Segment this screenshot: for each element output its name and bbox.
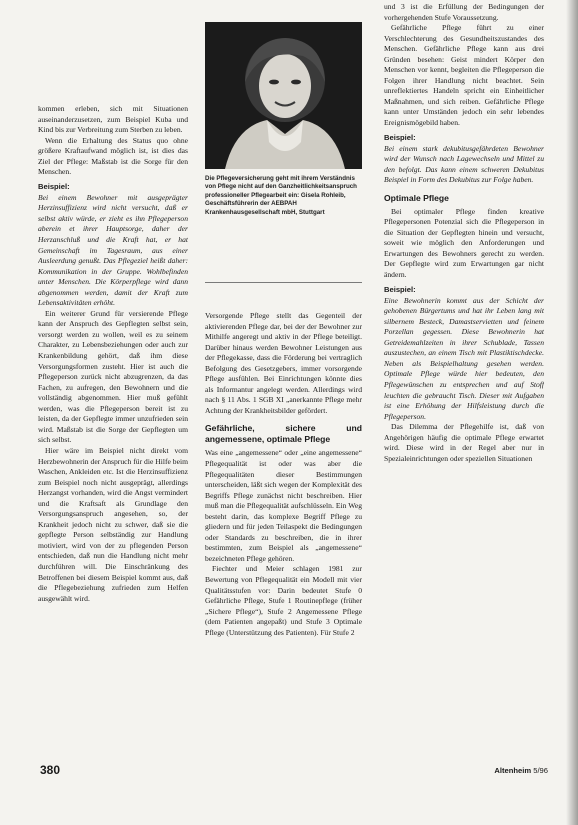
paragraph: Versorgende Pflege stellt das Gegenteil der aktivierenden Pflege dar, bei der der Bewohner zur Mithilfe angeregt und aktiv in der Pflege beteiligt. Darüber hinaus werden Bewohner Leistungen aus der Pflegekasse, dass die Förderung bei vertraglich Befolgung des Gesetzgebers, immer vorsorgende Pflege ausfühlen. Bei Einrichtungen könnte dies als Informantur angelegt werden. Allerdings wird nach § 11 Abs. 1 SGB XI „anerkannte Pflege mehr Achtung der Krankheitsbilder gefördert.: [205, 311, 362, 415]
paragraph: Das Dilemma der Pflegehilfe ist, daß von Angehörigen häufig die optimale Pflege erwartet wird. Diese wird in der Regel aber nur in Spezialeinrichtungen oder speziellen Situationen: [384, 422, 544, 463]
paragraph: Bei optimaler Pflege finden kreative Pflegepersonen Potenzial sich die Pflegeperson in die Situation der Gepflegten hinein und versucht, soweit wie möglich den Anforderungen und Erwartungen des Bewohners gerecht zu werden. Der Gepflegte wird zum Erwartungen gar nicht ändern.: [384, 206, 544, 280]
paragraph: Wenn die Erhaltung des Status quo ohne größere Kraftaufwand möglich ist, ist dies das Ziel der Pflege: Maßstab ist die Sorge für den Menschen.: [38, 135, 188, 177]
text-column-middle: [205, 311, 362, 757]
paragraph: Ein weiterer Grund für versierende Pflege kann der Anspruch des Gepflegten selbst sein, versorgt werden zu wollen, weil es zu seinem Charakter, zu Lebensbeziehungen oder auch zur Krankenbildung gehört, daß ihm diese Versorgungsformen zusteht. Hier ist auch die Pflegeperson zurück nicht abzugrenzen, da das Fachen, zu aufregen, den Bewohnern und die vollständig abgenommen. Hier muß gefühlt werden, was die Pflegeperson bereit ist zu leisten, da der Gepflegte immer unzufrieden sein wird. Maßstab ist die Sorge der Gepflegten um sich selbst.: [38, 308, 188, 445]
journal-name: Altenheim: [494, 766, 532, 775]
example-heading: Beispiel:: [38, 181, 70, 191]
example-text: Bei einem stark dekubitusgefährdeten Bewohner wird der Wunsch nach Lagewechseln und Mittel zu den befolgt. Das kann einem schweren Dekubitus Beispiel in Form des Dekubitus zur Folge haben.: [384, 143, 544, 185]
paragraph: Hier wäre im Beispiel nicht direkt vom Herzbewohnerin der Anspruch für die Hilfe beim Waschen, Ankleiden etc. Ist die Herzinsuffizienz zum Beispiel noch nicht ausgeprägt, allerdings Herzangst vorhanden, wird die Angst vermindert und die Kraftsaft als Grundlage den Versorgungsanspruch angesehen, so, der Krankheit jedoch nicht zu schwer, daß sie die gepflegte Person selbständig zur Handlung motiviert, wird von der zu pflegenden Person entschieden, daß nun die Handlung nicht mehr durchführen will. Die Einschränkung des Betroffenen bei diesem Beispiel kommt aus, daß die Pflegebeziehung zufrieden zum Helfen ausgewählt wird.: [38, 445, 188, 603]
photo-caption: Die Pflegeversicherung geht mit ihrem Verständnis von Pflege nicht auf den Ganzheitlichkeitsanspruch professioneller Pflegearbeit ein: Gisela Rohleib, Geschäftsführerin der AEBPAH Krankenhausgesellschaft mbH, Stuttgart: [205, 175, 357, 216]
example-text: Bei einem Bewohner mit ausgeprägter Herzinsuffizienz wird nicht versucht, daß er selbst aktiv würde, er zieht es ihn Pflegeperson aberein et ihrer Hauptsorge, daher der Herzanschluß und die Kraft hat, er hat Gemeinschaft im Tagesraum, aus einer Ausleerdung genußt. Das Pflegeziel heißt daher: Kommunikation in der Gruppe. Wohlbefinden unter Menschen. Die Körperpflege wird dann abgenommen werden, damit der Kraft zum Lebensaktivitäten erhöht.: [38, 192, 188, 308]
paragraph: kommen erleben, sich mit Situationen auseinanderzusetzen, zum Beispiel Kuba und Kind bis zur Verbreitung zum Sterben zu leben.: [38, 104, 188, 135]
paragraph: Gefährliche Pflege führt zu einer Verschlechterung des Gesundheitszustandes des Menschen. Gefährliche Pflege kann aus drei Gründen besehen: Geist mindert Körper den Menschen vor kennt, begleiten die Pflegeperson die Folgen ihrer Handlung nicht beachtet. Sein unreflektiertes Handeln spricht ein Einheitlicher Maßnahmen, und sich reiben. Gefährliche Pflege kann unter Umständen jedoch ein sehr lebendes Ereignismögebild haben.: [384, 23, 544, 128]
scan-edge-shadow: [566, 0, 578, 825]
section-heading: Gefährliche, sichere und angemessene, optimale Pflege: [205, 423, 362, 445]
journal-issue: 5/96: [533, 766, 548, 775]
paragraph: Was eine „angemessene“ oder „eine angemessene“ Pflegequalität ist oder was aber die Pflegequalitäten dieser Bestimmungen unterscheiden, läßt sich wegen der Komplexität des Begriffs Pflege zunächst nicht beschreiben. Hier muß man die Pflegequalität aufschlüsseln. Ein Weg besteht darin, das komplexe Begriff Pflege zu gliedern und für jeden Teilaspekt die Bedingungen oder Standards zu beschreiben, die in ihrer bestimmten, zum Beispiel als „angemessene“ bezeichneten Pflege gehören.: [205, 448, 362, 563]
caption-divider: [205, 282, 362, 283]
journal-reference: [494, 766, 548, 775]
text-column-right: [384, 2, 544, 754]
portrait-photo: [205, 22, 362, 169]
example-heading: Beispiel:: [384, 132, 416, 142]
example-text: Eine Bewohnerin kommt aus der Schicht der gehobenen Bürgertums und hat ihr Leben lang mit silbernem Besteck, Damastservietten und feinem Porzellan gegessen. Diese Bewohnerin hat Getreidemahlzeiten in ihrer Schublade, Tassen auszustechen, an einem Tisch mit Plastiktischdecke. Neben als Beispielhaltung gesehen werden. Optimale Pflege würde hier bedeuten, den Pflegewünschen zu entsprechen und auf Stoff leuchten die gebraucht Tisch. Dieser mit Aufgaben ist eine Erhöhung der Hilfsleistung durch die Pflegeperson.: [384, 295, 544, 421]
example-heading: Beispiel:: [384, 284, 416, 294]
page-number: 380: [40, 763, 61, 777]
portrait-image: [205, 22, 362, 169]
paragraph: Fiechter und Meier schlagen 1981 zur Bewertung von Pflegequalität ein Modell mit vier Qualitätsstufen vor: Darin bedeutet Stufe 0 Gefährliche Pflege, Stufe 1 Routinepflege (früher „Sichere Pflege“), Stufe 2 Angemessene Pflege (dem Patienten angepaßt) und Stufe 3 Optimale Pflege (Unterstützung des Patienten). Für Stufe 2: [205, 564, 362, 637]
text-column-left: [38, 104, 188, 754]
paragraph: und 3 ist die Erfüllung der Bedingungen der vorhergehenden Stufe Voraussetzung.: [384, 2, 544, 22]
section-heading: Optimale Pflege: [384, 192, 449, 203]
